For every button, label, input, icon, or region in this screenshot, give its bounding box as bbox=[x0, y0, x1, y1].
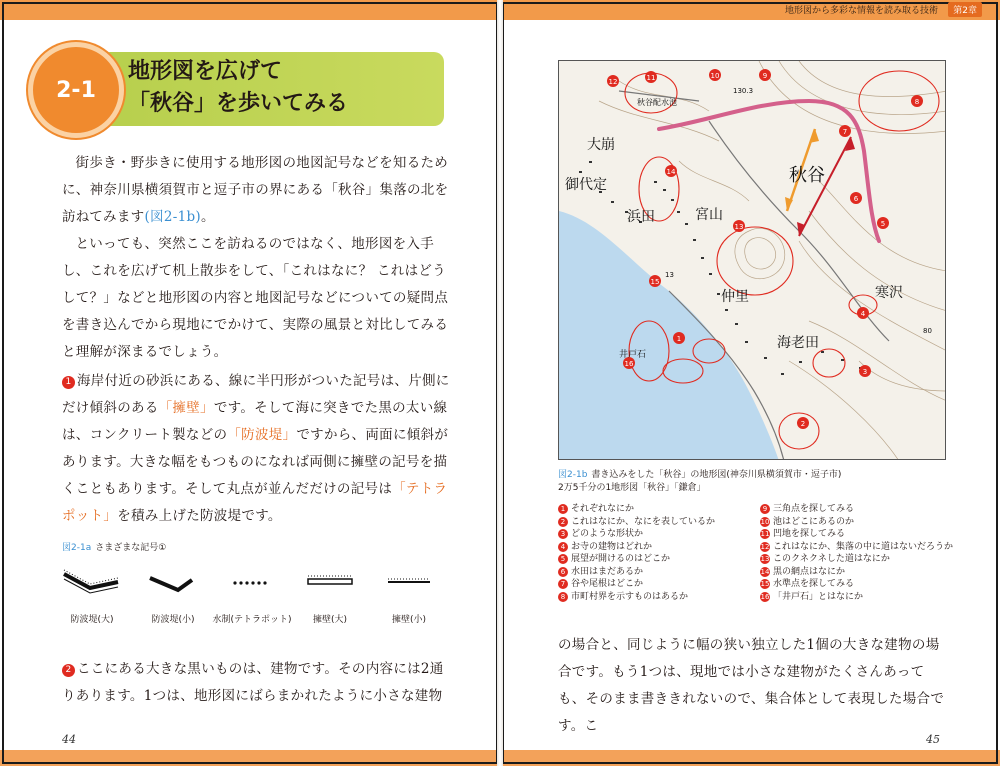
chapter-tag: 第2章 bbox=[948, 2, 982, 17]
legend-item: 6 水田はまだあるか bbox=[558, 566, 758, 579]
legend-item: 4 お寺の建物はどれか bbox=[558, 541, 758, 554]
svg-text:4: 4 bbox=[860, 310, 866, 318]
map-label-nakazato: 仲里 bbox=[721, 289, 749, 305]
map-label-hamada: 浜田 bbox=[627, 209, 655, 225]
legend-item: 8 市町村界を示すものはあるか bbox=[558, 591, 758, 604]
map-label-miyoshiro: 御代定 bbox=[565, 177, 607, 193]
svg-text:5: 5 bbox=[880, 220, 886, 228]
svg-text:8: 8 bbox=[914, 98, 920, 106]
svg-text:16: 16 bbox=[624, 360, 634, 368]
map-label-ebita: 海老田 bbox=[777, 335, 819, 351]
symbol-label: 擁壁(大) bbox=[312, 615, 348, 625]
legend-item: 14 黒の網点はなにか bbox=[760, 566, 846, 577]
legend-item: 5 展望が開けるのはどこか bbox=[558, 553, 758, 566]
tetrapot-symbol-icon bbox=[232, 568, 272, 598]
figure-2-1b-caption: 図2-1b 書き込みをした「秋谷」の地形図(神奈川県横須賀市・逗子市) 2万5千分の1地形図「秋谷」「鎌倉」 bbox=[558, 470, 842, 493]
legend-item: 12 これはなにか、集落の中に道はないだろうか bbox=[760, 541, 954, 552]
map-legend-left bbox=[558, 503, 758, 603]
legend-item: 7 谷や尾根はどこか bbox=[558, 578, 758, 591]
topographic-map bbox=[558, 60, 946, 460]
map-elevation-3: 80 bbox=[923, 327, 932, 335]
term-tetrapot: 「テトラポット」 bbox=[62, 481, 448, 524]
map-legend-right bbox=[760, 503, 954, 603]
legend-item: 2 これはなにか、なにを表しているか bbox=[558, 516, 758, 529]
legend-item: 13 このクネクネした道はなにか bbox=[760, 554, 890, 564]
retaining-wall-small-symbol-icon bbox=[386, 568, 432, 598]
page-number-left: 44 bbox=[62, 733, 76, 746]
paragraph-3: 1 海岸付近の砂浜にある、線に半円形がついた記号は、片側にだけ傾斜のある「擁壁」です。そして海に突きでた黒の太い線は、コンクリート製などの「防波堤」ですから、両面に傾斜があります。大きな幅をもつものになれば両側に擁壁の記号を描くこともあります。そして丸点が並んだだけの記号は「テトラポット」を積み上げた防波堤です。 bbox=[62, 373, 450, 524]
map-graphic bbox=[559, 61, 946, 460]
svg-text:14: 14 bbox=[666, 168, 676, 176]
figure-ref-2-1b[interactable]: (図2-1b) bbox=[144, 209, 201, 225]
term-bouhatei: 「防波堤」 bbox=[227, 427, 297, 443]
svg-text:15: 15 bbox=[650, 278, 660, 286]
map-elevation-2: 13 bbox=[665, 271, 674, 279]
svg-text:6: 6 bbox=[853, 195, 859, 203]
map-label-akiya: 秋谷 bbox=[789, 165, 825, 186]
svg-text:10: 10 bbox=[710, 72, 720, 80]
retaining-wall-large-symbol-icon bbox=[306, 568, 354, 598]
map-label-haisuichi: 秋谷配水池 bbox=[637, 98, 677, 107]
paragraph-right-1: の場合と、同じように幅の狭い独立した1個の大きな建物の場合です。もう1つは、現地では小さな建物がたくさんあっても、そのまま書ききれないので、集合体として表現した場合です。こ bbox=[558, 637, 945, 734]
paragraph-4: 2 ここにある大きな黒いものは、建物です。その内容には2通りあります。1つは、地形図にばらまかれたように小さな建物 bbox=[62, 661, 444, 704]
map-label-kanzawa: 寒沢 bbox=[875, 285, 903, 301]
running-head: 地形図から多彩な情報を読み取る技術 bbox=[784, 6, 938, 16]
legend-item: 3 どのような形状か bbox=[558, 528, 758, 541]
marker-2-icon: 2 bbox=[62, 664, 75, 677]
marker-1-icon: 1 bbox=[62, 376, 75, 389]
section-title-line1: 地形図を広げて bbox=[128, 59, 283, 84]
symbol-label: 防波堤(大) bbox=[70, 615, 114, 625]
page-number-right: 45 bbox=[926, 733, 940, 746]
map-label-kusayama: 宮山 bbox=[695, 207, 723, 223]
symbol-label: 防波堤(小) bbox=[151, 615, 195, 625]
svg-text:3: 3 bbox=[862, 368, 868, 376]
section-number-badge bbox=[28, 42, 124, 138]
section-title-line2: 「秋谷」を歩いてみる bbox=[128, 91, 349, 116]
svg-text:11: 11 bbox=[646, 74, 656, 82]
svg-text:1: 1 bbox=[676, 335, 682, 343]
breakwater-small-symbol-icon bbox=[148, 568, 198, 598]
map-label-oonagi: 大崩 bbox=[587, 137, 615, 153]
paragraph-1: 街歩き・野歩きに使用する地形図の地図記号などを知るために、神奈川県横須賀市と逗子市の界にある「秋谷」集落の北を訪ねてみます(図2-1b)。 bbox=[62, 155, 449, 225]
book-gutter bbox=[497, 0, 503, 766]
term-yoheki: 「擁壁」 bbox=[158, 400, 214, 416]
legend-item: 9 三角点を探してみる bbox=[760, 503, 950, 516]
breakwater-large-symbol-icon bbox=[62, 568, 122, 598]
svg-text:2: 2 bbox=[800, 420, 806, 428]
section-title bbox=[128, 56, 348, 120]
figure-2-1a-caption: 図2-1a さまざまな記号① bbox=[62, 543, 167, 553]
svg-text:7: 7 bbox=[842, 128, 848, 136]
svg-text:12: 12 bbox=[608, 78, 618, 86]
legend-item: 1 それぞれなにか bbox=[558, 503, 758, 516]
map-elevation-1: 130.3 bbox=[733, 87, 754, 95]
map-label-idoishi: 井戸石 bbox=[619, 350, 647, 360]
svg-text:9: 9 bbox=[762, 72, 768, 80]
legend-item: 10 池はどこにあるのか bbox=[760, 516, 855, 527]
legend-item: 11 凹地を探してみる bbox=[760, 529, 846, 539]
section-number: 2-1 bbox=[56, 77, 96, 103]
symbol-label: 水制(テトラポット) bbox=[212, 615, 292, 625]
legend-item: 16 「井戸石」とはなにか bbox=[760, 591, 864, 602]
legend-item: 15 水準点を探してみる bbox=[760, 579, 855, 589]
paragraph-2: といっても、突然ここを訪ねるのではなく、地形図を入手し、これを広げて机上散歩をして、「これはなに？ これはどうして？」などと地形図の内容と地図記号などについての疑問点を書き込んでから現地にでかけて、実際の風景と対比してみると理解が深まるでしょう。 bbox=[62, 236, 449, 360]
symbol-label: 擁壁(小) bbox=[391, 615, 427, 625]
svg-text:13: 13 bbox=[734, 223, 744, 231]
